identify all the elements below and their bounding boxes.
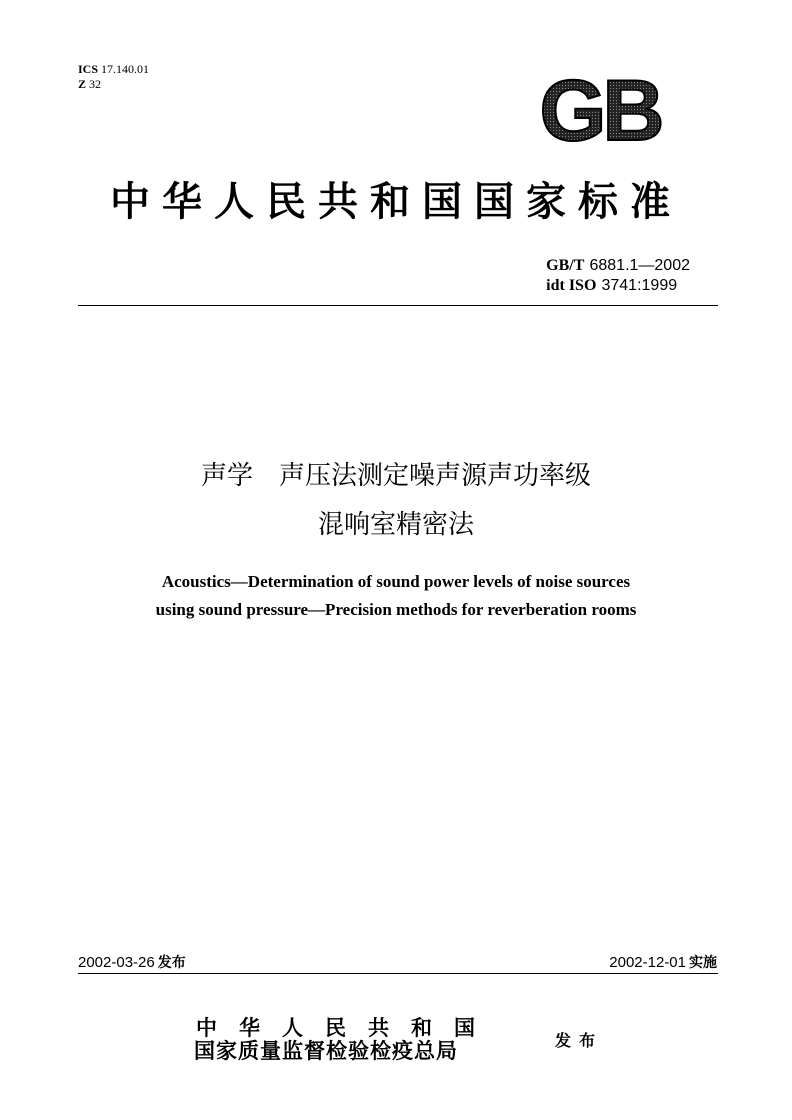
chinese-title-line-1: 声学 声压法测定噪声源声功率级 — [200, 461, 591, 491]
english-title-line-2: using sound pressure—Precision methods for reverberation rooms — [155, 600, 637, 619]
implementation-date: 2002-12-01 实施 — [609, 954, 717, 971]
standard-category-title: 中华人民共和国国家标准 — [110, 178, 682, 225]
bottom-divider — [78, 973, 718, 974]
gb-logo-text: GB — [539, 72, 661, 148]
classification-codes — [78, 62, 149, 92]
publisher-line-2: 国家质量监督检验检疫总局 — [194, 1038, 458, 1063]
ics-code: ICS 17.140.01 — [78, 62, 150, 76]
standard-number: GB/T 6881.1—2002 — [546, 257, 690, 274]
chinese-title-line-2: 混响室精密法 — [317, 510, 474, 540]
ccs-code: Z 32 — [78, 77, 102, 91]
top-divider — [78, 305, 718, 306]
english-title-line-1: Acoustics—Determination of sound power levels of noise sources — [161, 572, 631, 591]
publisher-action: 发布 — [555, 1031, 604, 1050]
standard-number-block — [546, 255, 690, 295]
issue-date: 2002-03-26 发布 — [78, 954, 186, 971]
gb-logo — [528, 72, 672, 148]
publisher-line-1: 中华人民共和国 — [196, 1015, 497, 1040]
idt-reference: idt ISO 3741:1999 — [546, 277, 678, 294]
